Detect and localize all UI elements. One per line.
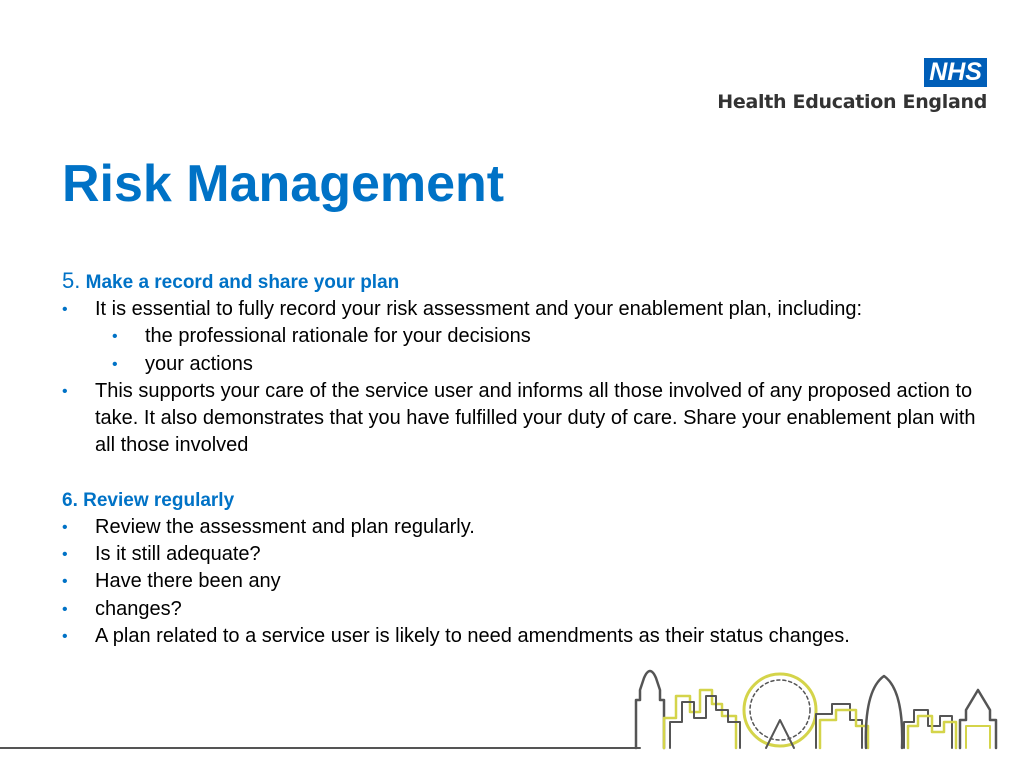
nhs-hee-logo [717, 58, 987, 113]
skyline-buildings-mid-yellow [820, 710, 868, 748]
skyline-dome-right-yellow [966, 726, 990, 748]
list-item: • changes? [62, 596, 992, 623]
section-6-heading [62, 487, 992, 514]
section-6-list [62, 514, 992, 650]
slide-body [62, 267, 992, 650]
list-item: • This supports your care of the service user and informs all those involved of any proposed action to take. It also demonstrates that you have fulfilled your duty of care. Share your enablement plan with all those involved [62, 378, 992, 460]
slide-title: Risk Management [62, 155, 505, 213]
nhs-badge: NHS [924, 58, 987, 87]
skyline-dome-left [636, 671, 664, 748]
skyline-london-eye [744, 674, 816, 746]
skyline-london-eye-inner [750, 680, 810, 740]
skyline-buildings-grey [670, 696, 740, 748]
organisation-name: Health Education England [717, 91, 987, 113]
skyline-buildings-right-yellow [908, 716, 956, 748]
list-item: • It is essential to fully record your risk assessment and your enablement plan, including: [62, 296, 992, 323]
section-5-sub-list [62, 323, 992, 378]
list-item: • Is it still adequate? [62, 541, 992, 568]
section-6-number: 6. [62, 489, 78, 511]
sub-list-item: • the professional rationale for your decisions [112, 323, 992, 350]
list-item: • Have there been any [62, 568, 992, 595]
london-skyline-graphic [0, 660, 1024, 768]
section-6-title: Review regularly [83, 489, 235, 511]
list-item: • A plan related to a service user is likely to need amendments as their status changes. [62, 623, 992, 650]
sub-list-item: • your actions [112, 351, 992, 378]
list-item: • Review the assessment and plan regularly. [62, 514, 992, 541]
spacer [62, 460, 992, 487]
section-5-title: Make a record and share your plan [85, 272, 400, 293]
section-5-list [62, 296, 992, 323]
skyline-gherkin [866, 676, 902, 748]
section-5-heading [62, 267, 992, 296]
section-5-number: 5. [62, 268, 81, 293]
section-5-list-cont [62, 378, 992, 460]
